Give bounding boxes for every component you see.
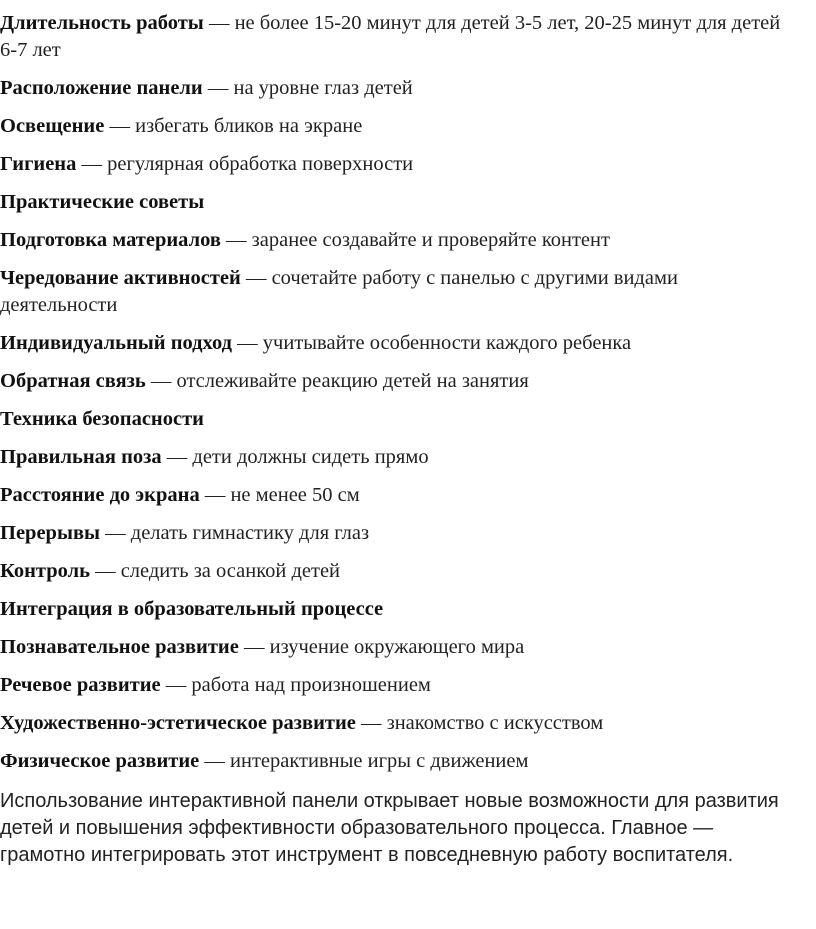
list-item	[0, 113, 800, 140]
item-separator: —	[145, 370, 177, 392]
list-item	[0, 444, 800, 471]
list-item	[0, 368, 800, 395]
item-description: делать гимнастику для глаз	[130, 522, 370, 544]
item-separator: —	[160, 674, 192, 696]
item-description: дети должны сидеть прямо	[192, 446, 429, 468]
section-heading: Техника безопасности	[0, 408, 204, 430]
item-separator: —	[199, 484, 231, 506]
item-description: знакомство с искусством	[386, 712, 604, 734]
item-term: Перерывы	[0, 522, 101, 544]
item-description: регулярная обработка поверхности	[107, 153, 414, 175]
item-term: Подготовка материалов	[0, 229, 221, 251]
item-description: не менее 50 см	[230, 484, 360, 506]
item-term: Длительность работы	[0, 12, 204, 34]
item-term: Индивидуальный подход	[0, 332, 233, 354]
item-term: Освещение	[0, 115, 105, 137]
section-heading: Интеграция в образовательный процессе	[0, 598, 384, 620]
item-description: заранее создавайте и проверяйте контент	[251, 229, 610, 251]
item-term: Правильная поза	[0, 446, 162, 468]
list-item	[0, 710, 800, 737]
item-description: на уровне глаз детей	[233, 77, 413, 99]
item-separator: —	[240, 267, 272, 289]
item-term: Обратная связь	[0, 370, 146, 392]
item-separator: —	[89, 560, 121, 582]
item-term: Расположение панели	[0, 77, 203, 99]
item-description: избегать бликов на экране	[135, 115, 363, 137]
list-item	[0, 151, 800, 178]
item-separator: —	[355, 712, 387, 734]
list-item	[0, 558, 800, 585]
list-item	[0, 265, 800, 319]
item-description: интерактивные игры с движением	[230, 750, 529, 772]
item-description: работа над произношением	[191, 674, 431, 696]
item-description: не более 15-20 минут для детей 3-5 лет, 20-25 минут для детей 6-7 лет	[0, 12, 781, 61]
list-item	[0, 75, 800, 102]
list-item	[0, 10, 800, 64]
list-item	[0, 634, 800, 661]
list-item	[0, 227, 800, 254]
item-separator: —	[203, 12, 235, 34]
item-separator: —	[232, 332, 263, 354]
list-item	[0, 482, 800, 509]
item-separator: —	[100, 522, 131, 544]
item-term: Чередование активностей	[0, 267, 241, 289]
item-description: следить за осанкой детей	[120, 560, 341, 582]
item-separator: —	[161, 446, 193, 468]
item-separator: —	[238, 636, 270, 658]
list-item	[0, 520, 800, 547]
item-separator: —	[220, 229, 252, 251]
item-term: Речевое развитие	[0, 674, 161, 696]
item-term: Контроль	[0, 560, 90, 582]
item-separator: —	[104, 115, 136, 137]
content-list	[0, 10, 800, 775]
item-term: Физическое развитие	[0, 750, 200, 772]
item-separator: —	[76, 153, 108, 175]
list-item	[0, 672, 800, 699]
item-term: Гигиена	[0, 153, 77, 175]
item-term: Расстояние до экрана	[0, 484, 200, 506]
list-item	[0, 748, 800, 775]
item-term: Познавательное развитие	[0, 636, 239, 658]
list-item	[0, 330, 800, 357]
item-separator: —	[202, 77, 234, 99]
item-description: сочетайте работу с панелью с другими видами деятельности	[0, 267, 678, 316]
item-description: изучение окружающего мира	[269, 636, 525, 658]
item-description: учитывайте особенности каждого ребенка	[262, 332, 632, 354]
item-separator: —	[199, 750, 230, 772]
conclusion-paragraph: Использование интерактивной панели открывает новые возможности для развития детей и повышения эффективности образовательного процесса. Главное — грамотно интегрировать этот инструмент в повседневную работу воспитателя.	[0, 790, 779, 866]
item-description: отслеживайте реакцию детей на занятия	[176, 370, 529, 392]
item-term: Художественно-эстетическое развитие	[0, 712, 356, 734]
section-heading: Практические советы	[0, 191, 205, 213]
